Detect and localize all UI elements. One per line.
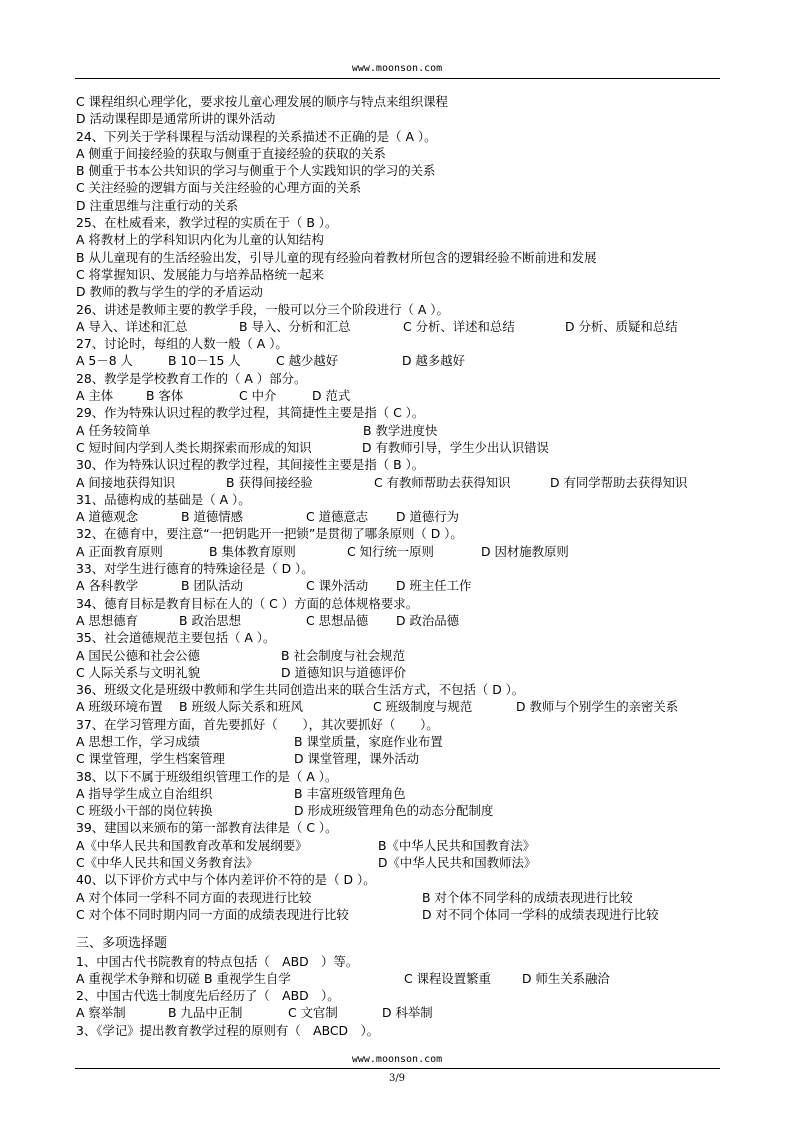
text-line [76, 162, 726, 179]
line-text: 36、班级文化是班级中教师和学生共同创造出来的联合生活方式，不包括（ D ）。 [76, 682, 525, 698]
line-text: 2、中国古代选士制度先后经历了（ ABD ）。 [76, 988, 340, 1004]
option-text: A 5－8 人 [76, 353, 133, 369]
text-line [76, 802, 726, 819]
text-line [76, 681, 726, 698]
option-text: B 教学进度快 [363, 422, 438, 438]
option-text: D 越多越好 [402, 353, 466, 369]
option-text: B 10－15 人 [168, 353, 241, 369]
text-line [76, 854, 726, 871]
option-text: B 道德情感 [181, 509, 244, 525]
text-line [76, 577, 726, 594]
text-line [76, 612, 726, 629]
option-text: B 政治思想 [179, 612, 242, 628]
text-line [76, 525, 726, 542]
option-text: A 察举制 [76, 1005, 126, 1021]
option-text: A 各科教学 [76, 578, 138, 594]
option-text: D 范式 [312, 388, 351, 404]
line-text: C 课程组织心理学化，要求按儿童心理发展的顺序与特点来组织课程 [76, 94, 448, 109]
header-rule [75, 78, 720, 79]
text-line [76, 214, 726, 231]
option-text: B 集体教育原则 [209, 543, 296, 559]
text-line [76, 474, 726, 491]
option-text: D 课堂管理，课外活动 [294, 751, 419, 767]
line-text: C 关注经验的逻辑方面与关注经验的心理方面的关系 [76, 180, 362, 196]
text-line [76, 301, 726, 318]
text-line [76, 352, 726, 369]
line-text: 32、在德育中，要注意“一把钥匙开一把锁”是贯彻了哪条原则（ D ）。 [76, 526, 463, 542]
text-line [76, 889, 726, 906]
text-line [76, 987, 726, 1004]
option-text: C《中华人民共和国义务教育法》 [76, 855, 259, 871]
option-text: D 分析、质疑和总结 [565, 318, 678, 334]
option-text: D 有同学帮助去获得知识 [550, 474, 688, 490]
section-heading [76, 935, 726, 952]
option-text: B 客体 [146, 388, 184, 404]
option-text: A 思想德育 [76, 612, 138, 628]
option-text: D 道德知识与道德评价 [281, 664, 406, 680]
text-line [76, 439, 726, 456]
option-text: B 社会制度与社会规范 [281, 647, 405, 663]
option-text: A 国民公德和社会公德 [76, 647, 200, 663]
line-text: 25、在杜威看来，教学过程的实质在于（ B ）。 [76, 215, 338, 231]
option-text: B 丰富班级管理角色 [294, 785, 406, 801]
text-line [76, 837, 726, 854]
line-text: 三、多项选择题 [76, 936, 168, 952]
option-text: D 因材施教原则 [481, 543, 569, 559]
text-line [76, 698, 726, 715]
line-text: 29、作为特殊认识过程的教学过程，其简捷性主要是指（ C ）。 [76, 405, 425, 421]
option-text: D 有教师引导，学生少出认识错误 [362, 439, 549, 455]
option-text: B 课堂质量，家庭作业布置 [294, 733, 443, 749]
line-text: A 侧重于间接经验的获取与侧重于直接经验的获取的关系 [76, 145, 386, 161]
option-text: C 课堂管理，学生档案管理 [76, 751, 225, 767]
line-text: 37、在学习管理方面，首先要抓好（ ），其次要抓好（ ）。 [76, 716, 439, 732]
option-text: D 形成班级管理角色的动态分配制度 [294, 803, 494, 819]
option-text: C 文官制 [288, 1005, 338, 1021]
text-line [76, 370, 726, 387]
text-line [76, 906, 726, 923]
footer-url: www.moonson.com [351, 1054, 443, 1065]
text-line [76, 733, 726, 750]
line-text: 26、讲述是教师主要的教学手段，一般可以分三个阶段进行（ A ）。 [76, 301, 449, 317]
text-line [76, 970, 726, 987]
line-text: 24、下列关于学科课程与活动课程的关系描述不正确的是（ A ）。 [76, 128, 437, 144]
line-text: 27、讨论时，每组的人数一般（ A ）。 [76, 336, 288, 352]
option-text: A 间接地获得知识 [76, 474, 176, 490]
option-text: B 获得间接经验 [226, 474, 313, 490]
option-text: A 导入、详述和汇总 [76, 318, 188, 334]
option-text: D 教师与个别学生的亲密关系 [516, 699, 679, 715]
line-text: 34、德育目标是教育目标在人的（ C ）方面的总体规格要求。 [76, 595, 419, 611]
line-text: 39、建国以来颁布的第一部教育法律是（ C ）。 [76, 820, 338, 836]
option-text: C 思想品德 [306, 612, 369, 628]
text-line [76, 231, 726, 248]
option-text: C 对个体不同时期内同一方面的成绩表现进行比较 [76, 906, 349, 922]
option-text: A 道德观念 [76, 509, 138, 525]
text-line [76, 629, 726, 646]
header-url: www.moonson.com [351, 63, 443, 74]
option-text: C 课程设置繁重 [404, 970, 491, 986]
option-text: C 道德意志 [306, 509, 369, 525]
text-line [76, 871, 726, 888]
text-line [76, 819, 726, 836]
option-text: C 中介 [239, 388, 277, 404]
option-text: B 重视学生自学 [204, 970, 291, 986]
text-line [76, 664, 726, 681]
option-text: A《中华人民共和国教育改革和发展纲要》 [76, 837, 308, 853]
text-line [76, 179, 726, 196]
option-text: A 主体 [76, 388, 114, 404]
option-text: C 课外活动 [306, 578, 369, 594]
option-text: C 有教师帮助去获得知识 [374, 474, 511, 490]
line-text: C 将掌握知识、发展能力与培养品格统一起来 [76, 266, 325, 282]
line-text: 30、作为特殊认识过程的教学过程，其间接性主要是指（ B ）。 [76, 457, 425, 473]
text-line [76, 953, 726, 970]
option-text: A 正面教育原则 [76, 543, 163, 559]
option-text: D 道德行为 [396, 509, 460, 525]
text-line [76, 335, 726, 352]
option-text: D 政治品德 [396, 612, 460, 628]
line-text: 33、对学生进行德育的特殊途径是（ D ）。 [76, 561, 314, 577]
line-text: 40、以下评价方式中与个体内差评价不符的是（ D ）。 [76, 872, 376, 888]
option-text: B 团队活动 [181, 578, 244, 594]
text-line [76, 93, 726, 110]
option-text: C 班级小干部的岗位转换 [76, 803, 213, 819]
option-text: C 分析、详述和总结 [403, 318, 515, 334]
option-text: D《中华人民共和国教师法》 [378, 855, 537, 871]
option-text: B《中华人民共和国教育法》 [378, 837, 536, 853]
text-line [76, 404, 726, 421]
option-text: A 任务较简单 [76, 422, 151, 438]
option-text: D 科举制 [382, 1005, 433, 1021]
option-text: A 对个体同一学科不同方面的表现进行比较 [76, 889, 312, 905]
text-line [76, 543, 726, 560]
line-text: 1、中国古代书院教育的特点包括（ ABD ）等。 [76, 953, 359, 969]
line-text: B 从儿童现有的生活经验出发，引导儿童的现有经验向着教材所包含的逻辑经验不断前进和发展 [76, 249, 597, 265]
text-line [76, 508, 726, 525]
option-text: C 知行统一原则 [347, 543, 434, 559]
text-line [76, 145, 726, 162]
option-text: D 师生关系融洽 [522, 970, 610, 986]
option-text: C 班级制度与规范 [373, 699, 473, 715]
line-text: 3、《学记》提出教育教学过程的原则有（ ABCD ）。 [76, 1022, 380, 1038]
text-line [76, 456, 726, 473]
text-line [76, 197, 726, 214]
page-number: 3/9 [388, 1073, 406, 1084]
line-text: 38、以下不属于班级组织管理工作的是（ A ）。 [76, 768, 338, 784]
text-line [76, 716, 726, 733]
line-text: 31、品德构成的基础是（ A ）。 [76, 491, 251, 507]
text-line [76, 560, 726, 577]
line-text: 35、社会道德规范主要包括（ A ）。 [76, 630, 276, 646]
option-text: B 班级人际关系和班风 [179, 699, 303, 715]
text-line [76, 318, 726, 335]
text-line [76, 750, 726, 767]
line-text: A 将教材上的学科知识内化为儿童的认知结构 [76, 232, 324, 248]
text-line [76, 266, 726, 283]
text-line [76, 110, 726, 127]
option-text: B 导入、分析和汇总 [239, 318, 351, 334]
option-text: C 人际关系与文明礼貌 [76, 664, 201, 680]
line-text: B 侧重于书本公共知识的学习与侧重于个人实践知识的学习的关系 [76, 163, 436, 179]
footer-rule [75, 1068, 720, 1069]
line-text: D 注重思维与注重行动的关系 [76, 197, 239, 213]
option-text: A 重视学术争辩和切磋 [76, 970, 200, 986]
option-text: C 短时间内学到人类长期探索而形成的知识 [76, 439, 312, 455]
option-text: B 九品中正制 [168, 1005, 243, 1021]
line-text: D 活动课程即是通常所讲的课外活动 [76, 111, 276, 127]
option-text: A 班级环境布置 [76, 699, 163, 715]
text-line [76, 647, 726, 664]
text-line [76, 1004, 726, 1021]
text-line [76, 491, 726, 508]
text-line [76, 283, 726, 300]
text-line [76, 785, 726, 802]
text-line [76, 128, 726, 145]
text-line [76, 595, 726, 612]
option-text: D 对不同个体同一学科的成绩表现进行比较 [422, 906, 659, 922]
option-text: D 班主任工作 [396, 578, 472, 594]
text-line [76, 1022, 726, 1039]
line-text: 28、教学是学校教育工作的（ A ）部分。 [76, 370, 307, 386]
text-line [76, 387, 726, 404]
option-text: A 思想工作，学习成绩 [76, 733, 200, 749]
line-text: D 教师的教与学生的学的矛盾运动 [76, 284, 263, 300]
text-line [76, 249, 726, 266]
page-content [76, 93, 726, 1039]
text-line [76, 422, 726, 439]
option-text: A 指导学生成立自治组织 [76, 785, 213, 801]
option-text: B 对个体不同学科的成绩表现进行比较 [422, 889, 633, 905]
option-text: C 越少越好 [276, 353, 339, 369]
text-line [76, 768, 726, 785]
